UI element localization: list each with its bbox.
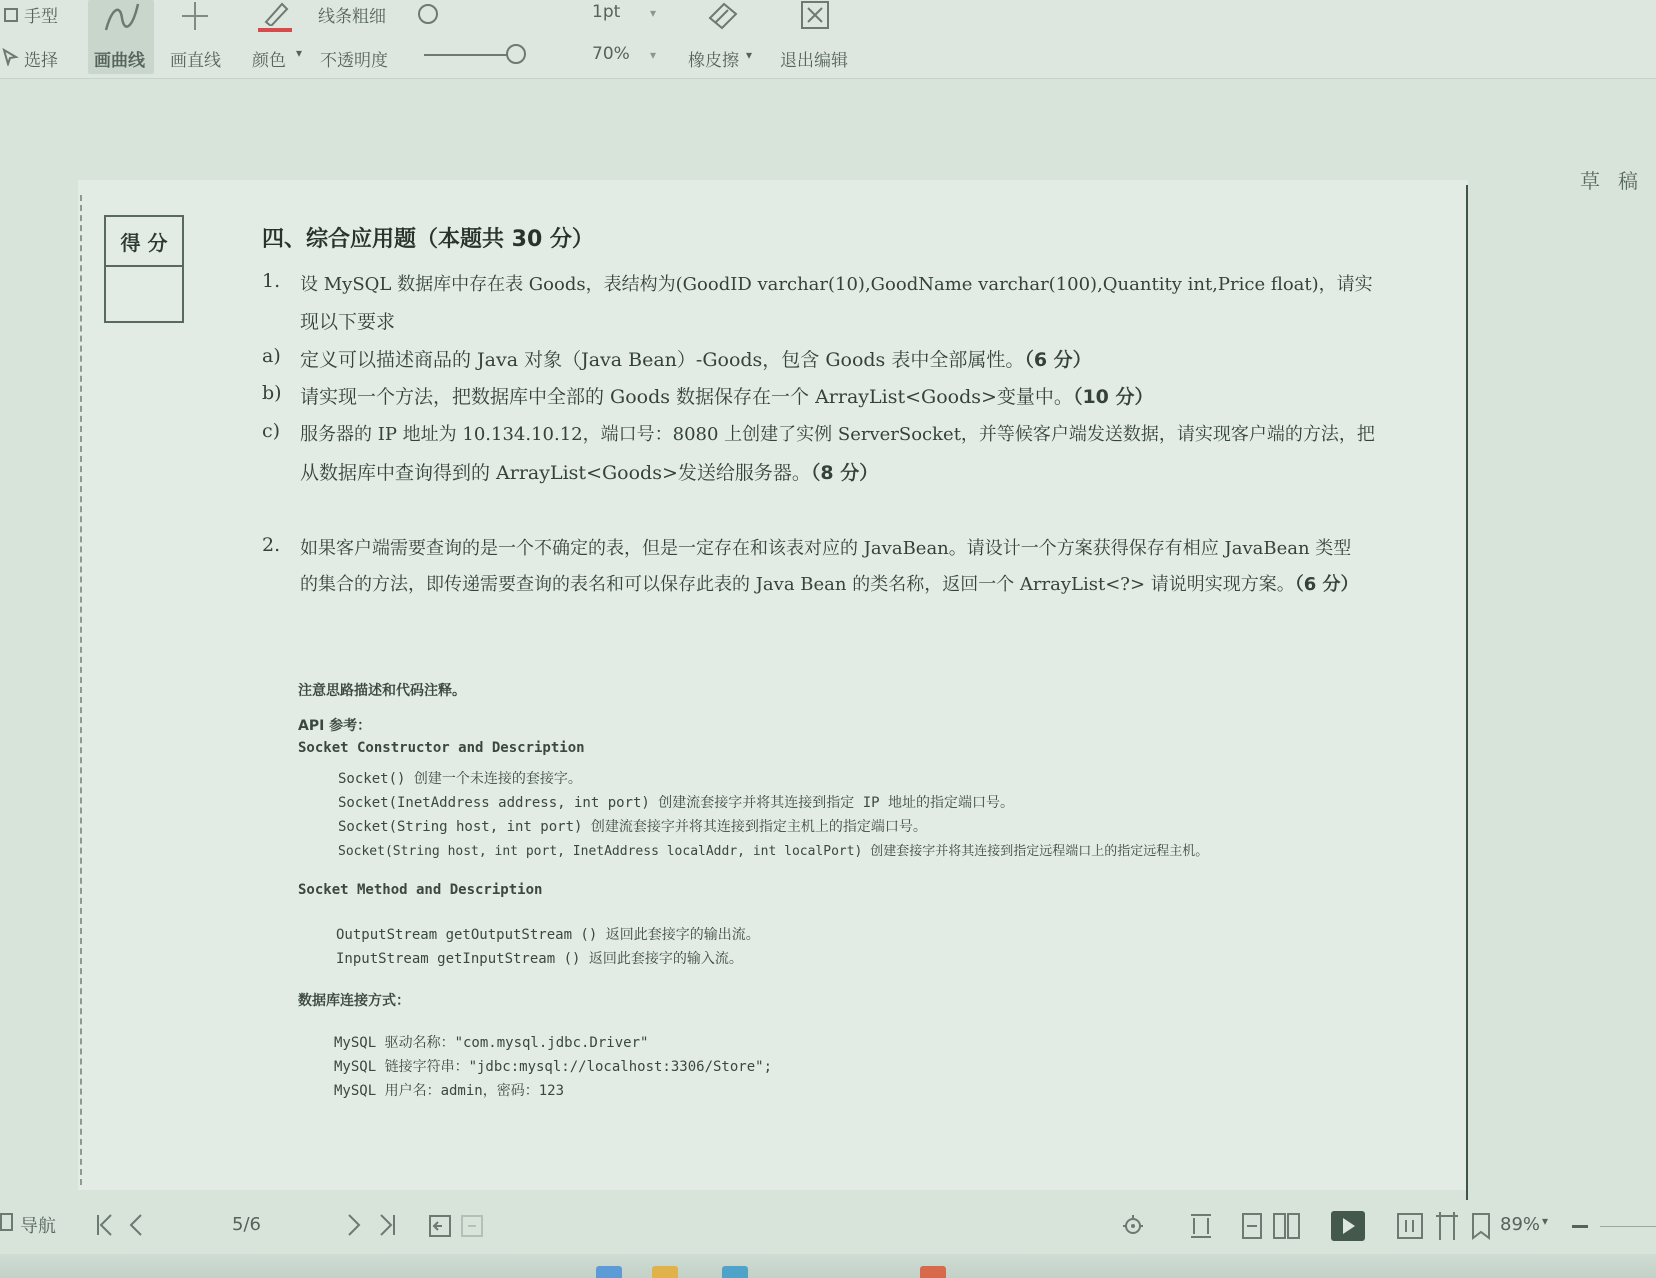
document-page bbox=[78, 180, 1468, 1190]
q2-line1: 如果客户端需要查询的是一个不确定的表，但是一定存在和该表对应的 JavaBean。请设计一个方案获得保存有相应 JavaBean 类型 bbox=[300, 538, 1352, 559]
score-box bbox=[104, 215, 184, 323]
q1c-line1: 服务器的 IP 地址为 10.134.10.12，端口号：8080 上创建了实例 ServerSocket，并等候客户端发送数据，请实现客户端的方法，把 bbox=[300, 424, 1375, 445]
ctor-line-1: Socket() 创建一个未连接的套接字。 bbox=[338, 771, 582, 787]
eye-protection-icon[interactable] bbox=[1120, 1212, 1150, 1244]
next-page-icon[interactable] bbox=[346, 1212, 362, 1242]
opacity-value[interactable]: 70% bbox=[592, 44, 630, 64]
socket-ctor-heading: Socket Constructor and Description bbox=[298, 740, 585, 756]
nav-panel-icon[interactable] bbox=[0, 1212, 14, 1236]
bookmark-view-icon[interactable] bbox=[1470, 1212, 1492, 1244]
zoom-dropdown-icon[interactable]: ▾ bbox=[1542, 1214, 1549, 1228]
curve-tool-label[interactable]: 画曲线 bbox=[94, 51, 145, 71]
back-view-icon[interactable] bbox=[428, 1214, 452, 1242]
annotation-toolbar bbox=[0, 0, 1656, 79]
q1c-points: （8 分） bbox=[810, 462, 879, 484]
thickness-dropdown-icon[interactable]: ▾ bbox=[650, 6, 657, 20]
binding-dashed-line bbox=[80, 195, 82, 1185]
eraser-icon[interactable] bbox=[704, 0, 740, 34]
page-right-rule bbox=[1466, 185, 1468, 1200]
q1c-number: c) bbox=[262, 420, 281, 442]
score-box-header: 得 分 bbox=[106, 217, 182, 267]
hand-tool-label[interactable]: 手型 bbox=[24, 7, 58, 27]
actual-size-icon[interactable] bbox=[1396, 1212, 1424, 1244]
double-page-icon[interactable] bbox=[1272, 1212, 1302, 1244]
q1b-text: 请实现一个方法，把数据库中全部的 Goods 数据保存在一个 ArrayList<Goods>变量中。（10 分） bbox=[300, 386, 1154, 408]
socket-method-heading: Socket Method and Description bbox=[298, 882, 543, 898]
taskbar-folder-icon[interactable] bbox=[652, 1266, 678, 1278]
prev-page-icon[interactable] bbox=[128, 1212, 144, 1242]
zoom-slider-track[interactable] bbox=[1600, 1226, 1656, 1227]
thickness-label: 线条粗细 bbox=[318, 7, 386, 27]
q1c-line2: 从数据库中查询得到的 ArrayList<Goods>发送给服务器。（8 分） bbox=[300, 462, 879, 484]
crosshair-line-icon[interactable] bbox=[178, 0, 212, 38]
draft-area-label: 草稿 bbox=[1580, 169, 1656, 193]
q1b-number: b) bbox=[262, 382, 282, 404]
color-swatch-red bbox=[258, 28, 292, 32]
ctor-line-2: Socket(InetAddress address, int port) 创建流套接字并将其连接到指定 IP 地址的指定端口号。 bbox=[338, 795, 1015, 811]
method-line-1: OutputStream getOutputStream () 返回此套接字的输出流。 bbox=[336, 927, 760, 943]
ctor-line-4: Socket(String host, int port, InetAddress localAddr, int localPort) 创建套接字并将其连接到指定远程端口上的指定远程主机。 bbox=[338, 844, 1209, 859]
taskbar-browser-icon[interactable] bbox=[722, 1266, 748, 1278]
exit-edit-label[interactable]: 退出编辑 bbox=[780, 51, 848, 71]
eraser-dropdown-icon[interactable]: ▾ bbox=[746, 48, 753, 62]
nav-label[interactable]: 导航 bbox=[20, 1216, 56, 1237]
page-indicator[interactable]: 5/6 bbox=[232, 1214, 261, 1235]
notes-hint: 注意思路描述和代码注释。 bbox=[298, 683, 466, 699]
taskbar-start-icon[interactable] bbox=[596, 1266, 622, 1278]
zoom-level[interactable]: 89% bbox=[1500, 1214, 1541, 1235]
db-line-1: MySQL 驱动名称："com.mysql.jdbc.Driver" bbox=[334, 1035, 649, 1051]
q1-line2: 现以下要求 bbox=[300, 311, 396, 333]
q1-number: 1. bbox=[262, 270, 281, 292]
db-line-3: MySQL 用户名：admin，密码：123 bbox=[334, 1083, 565, 1099]
q1-line1: 设 MySQL 数据库中存在表 Goods，表结构为(GoodID varchar(10),GoodName varchar(100),Quantity int,Price float)，请实 bbox=[300, 274, 1373, 295]
hand-icon[interactable] bbox=[4, 6, 20, 28]
color-tool-label[interactable]: 颜色 bbox=[252, 51, 286, 71]
thickness-indicator[interactable] bbox=[418, 4, 438, 24]
exit-edit-icon[interactable] bbox=[800, 0, 832, 36]
ctor-line-3: Socket(String host, int port) 创建流套接字并将其连接到指定主机上的指定端口号。 bbox=[338, 819, 927, 835]
fit-width-icon[interactable] bbox=[1188, 1212, 1214, 1244]
pen-curve-icon[interactable] bbox=[102, 0, 142, 38]
opacity-label: 不透明度 bbox=[320, 51, 388, 71]
forward-view-icon[interactable] bbox=[460, 1214, 484, 1242]
taskbar-app-icon[interactable] bbox=[920, 1266, 946, 1278]
status-bar bbox=[0, 1200, 1656, 1254]
os-taskbar bbox=[0, 1254, 1656, 1278]
section-title: 四、综合应用题（本题共 30 分） bbox=[262, 227, 594, 252]
opacity-dropdown-icon[interactable]: ▾ bbox=[650, 48, 657, 62]
color-dropdown-icon[interactable]: ▾ bbox=[296, 46, 303, 60]
select-tool-label[interactable]: 选择 bbox=[24, 51, 58, 71]
q2-line2: 的集合的方法，即传递需要查询的表名和可以保存此表的 Java Bean 的类名称，返回一个 ArrayList<?> 请说明实现方案。（6 分） bbox=[300, 574, 1359, 595]
q1b-points: （10 分） bbox=[1072, 386, 1154, 408]
q1a-points: （6 分） bbox=[1024, 349, 1092, 371]
zoom-out-icon[interactable] bbox=[1572, 1225, 1588, 1228]
api-ref-heading: API 参考： bbox=[298, 718, 372, 734]
last-page-icon[interactable] bbox=[378, 1212, 398, 1242]
thickness-value[interactable]: 1pt bbox=[592, 2, 621, 22]
q1a-number: a) bbox=[262, 345, 281, 367]
q2-number: 2. bbox=[262, 534, 281, 556]
method-line-2: InputStream getInputStream () 返回此套接字的输入流。 bbox=[336, 951, 743, 967]
opacity-slider-track[interactable] bbox=[424, 54, 508, 56]
select-arrow-icon[interactable] bbox=[2, 48, 20, 70]
line-tool-label[interactable]: 画直线 bbox=[170, 51, 221, 71]
single-page-icon[interactable] bbox=[1240, 1212, 1264, 1244]
db-heading: 数据库连接方式： bbox=[298, 993, 410, 1009]
pencil-color-icon[interactable] bbox=[260, 0, 292, 30]
play-slideshow-icon[interactable] bbox=[1330, 1210, 1366, 1246]
fit-page-icon[interactable] bbox=[1434, 1210, 1460, 1246]
q2-points: （6 分） bbox=[1294, 574, 1359, 595]
eraser-tool-label[interactable]: 橡皮擦 bbox=[688, 51, 739, 71]
q1a-text: 定义可以描述商品的 Java 对象（Java Bean）-Goods，包含 Goods 表中全部属性。（6 分） bbox=[300, 349, 1092, 371]
opacity-slider-knob[interactable] bbox=[506, 44, 526, 64]
first-page-icon[interactable] bbox=[94, 1212, 114, 1242]
db-line-2: MySQL 链接字符串："jdbc:mysql://localhost:3306/Store"; bbox=[334, 1059, 773, 1075]
